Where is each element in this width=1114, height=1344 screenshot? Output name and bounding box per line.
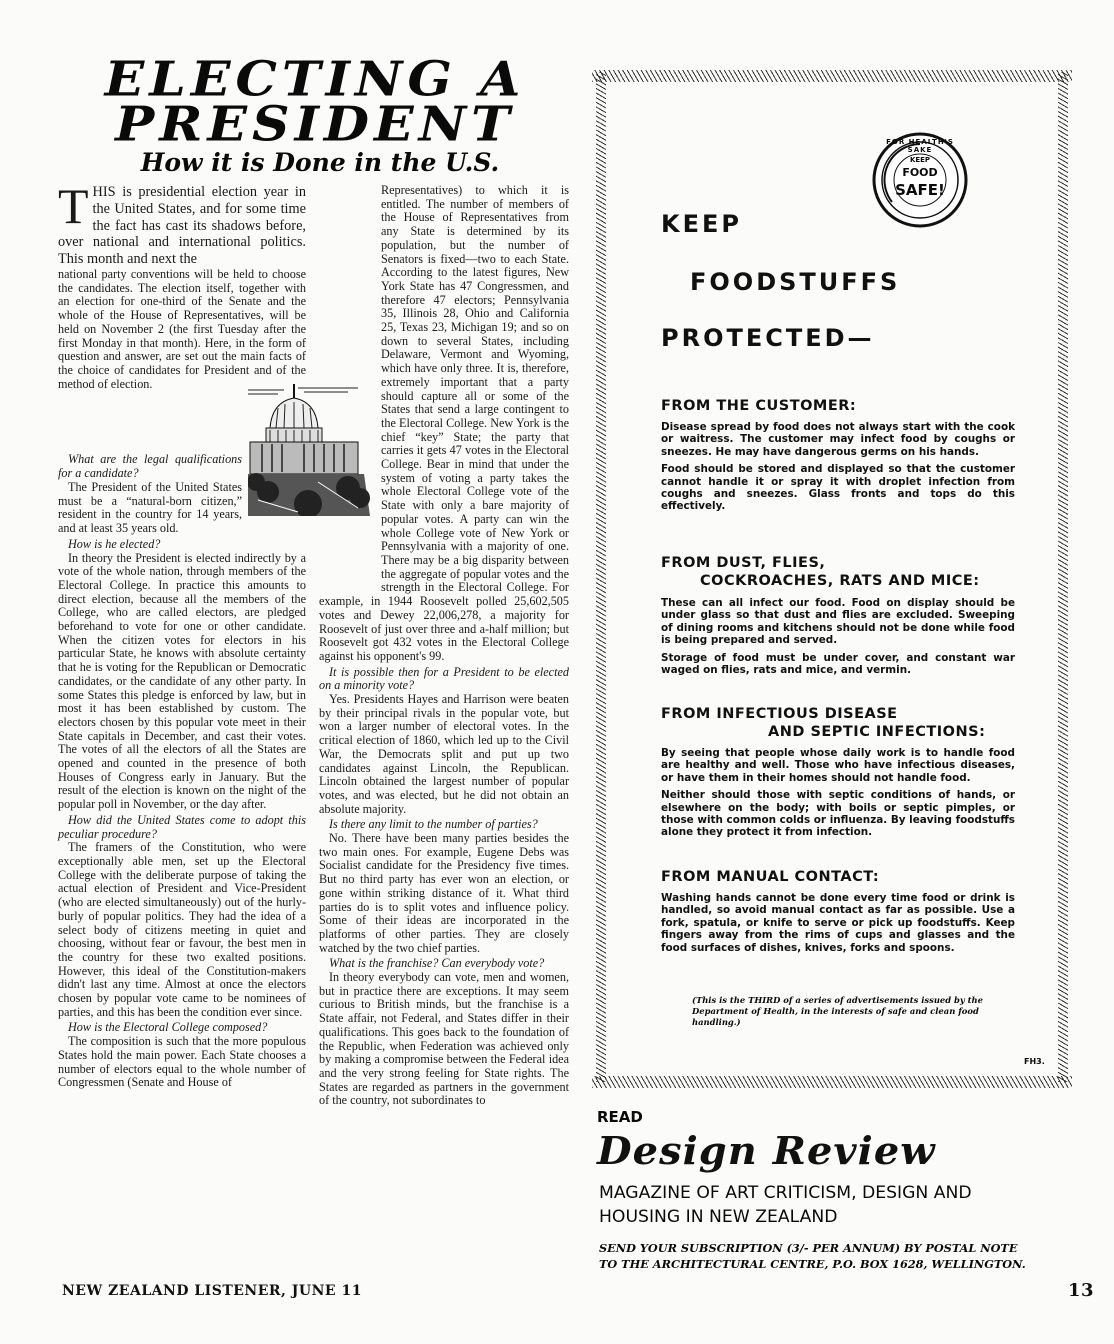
question-procedure: How did the United States come to adopt this peculiar procedure? xyxy=(58,812,306,841)
section-dust-para-1: These can all infect our food. Food on display should be under glass so that dust and flies are excluded. Sweeping of dining rooms and kitchens should not be done while food is being prepared and served. xyxy=(661,597,1015,647)
article-column-2 xyxy=(319,184,569,1108)
advert-headline-foodstuffs: FOODSTUFFS xyxy=(690,268,901,296)
badge-food: FOOD xyxy=(902,166,938,179)
question-parties: Is there any limit to the number of parties? xyxy=(329,817,538,832)
article-title-line1: ELECTING A xyxy=(104,51,526,108)
design-review-read: READ xyxy=(597,1108,643,1126)
article-column-1 xyxy=(58,178,306,391)
section-infectious-heading: FROM INFECTIOUS DISEASE xyxy=(661,706,898,722)
section-infectious-para-2: Neither should those with septic conditions of hands, or elsewhere on the body; with boils or septic pimples, or those with common colds or influenza. By leaving foodstuffs alone they protect it from infection. xyxy=(661,789,1015,839)
question-college: How is the Electoral College composed? xyxy=(68,1020,268,1035)
advert-border-bottom xyxy=(592,1076,1072,1088)
answer-parties: No. There have been many parties besides the two main ones. For example, Eugene Debs was Socialist candidate for the Presidency five times. But no third party has ever won an election, or gone within striking distance of it. What third parties do is to split votes and influence policy. Some of their ideas are incorporated in the platforms of other parties. They are closely watched by the two chief parties. xyxy=(319,831,569,955)
design-review-subscription-2: TO THE ARCHITECTURAL CENTRE, P.O. BOX 1628, WELLINGTON. xyxy=(599,1257,1026,1271)
section-customer-para-1: Disease spread by food does not always start with the cook or waitress. The customer may infect food by coughs or sneezes. He may have dangerous germs on his hands. xyxy=(661,421,1015,458)
section-infectious-para-1: By seeing that people whose daily work is to handle food are healthy and well. Those who have infectious diseases, or have them in their homes should not handle food. xyxy=(661,747,1015,784)
drop-cap: T xyxy=(58,178,89,234)
question-minority: It is possible then for a President to be elected on a minority vote? xyxy=(319,664,569,693)
badge-ring-text: FOR HEALTH'S SAKE xyxy=(886,138,954,154)
advert-series-note: (This is the THIRD of a series of advertisements issued by the Department of Health, in the interests of safe and clean food handling.) xyxy=(692,995,983,1027)
article-subtitle: How it is Done in the U.S. xyxy=(140,148,500,177)
answer-franchise: In theory everybody can vote, men and women, but in practice there are exceptions. It may seem curious to British minds, but the franchise is a State affair, not Federal, and States differ in their qualifications. This goes back to the foundation of the Republic, when Federation was achieved only by making a compromise between the Federal idea and the very strong feeling for State rights. The States are regarded as partners in the government of the country, not subordinates to xyxy=(319,970,569,1108)
advert-code: FH3. xyxy=(1024,1057,1045,1066)
answer-minority: Yes. Presidents Hayes and Harrison were beaten by their principal rivals in the popular vote, but won a larger number of electoral votes. In the critical election of 1860, which led up to the Civil War, the Democrats split and put up two candidates against Lincoln, the Republican. Lincoln obtained the largest number of popular votes, and was elected, but he did not obtain an absolute majority. xyxy=(319,692,569,816)
design-review-subscription-1: SEND YOUR SUBSCRIPTION (3/- PER ANNUM) BY POSTAL NOTE xyxy=(599,1241,1018,1255)
section-customer-heading: FROM THE CUSTOMER: xyxy=(661,398,857,414)
section-customer-para-2: Food should be stored and displayed so that the customer cannot handle it or spray it with droplet infection from coughs and sneezes. Glass fronts and tops do this effectively. xyxy=(661,463,1015,513)
article-column-1-cont xyxy=(58,383,242,480)
section-manual-heading: FROM MANUAL CONTACT: xyxy=(661,869,880,885)
section-dust-heading-2: COCKROACHES, RATS AND MICE: xyxy=(700,573,980,589)
question-franchise: What is the franchise? Can everybody vote? xyxy=(329,956,545,971)
section-manual-text xyxy=(661,892,1015,959)
answer-qualifications: The President of the United States must be a “natural-born citizen,” resident in the country for 14 years, and at least 35 years old. xyxy=(58,480,242,536)
article-title-line2: PRESIDENT xyxy=(115,96,515,153)
answer-college: The composition is such that the more populous States hold the main power. Each State chooses a number of electors equal to the whole number of Congressmen (Senate and House of xyxy=(58,1034,306,1090)
col2-paragraph: Representatives) to which it is entitled. The number of members of the House of Representatives from any State is determined by its population, but the number of Senators is fixed—two to each State. According to the latest figures, New York State has 47 Congressmen, and therefore 47 electors; Pennsylvania 35, Illinois 28, Ohio and California 25, Texas 23, Michigan 19; and so on down to several States, including Delaware, Vermont and Wyoming, which have only three. It is, therefore, extremely important that a party should capture all or some of the States that send a large contingent to the Electoral College. New York is the chief “key” State; the party that carries it gets 47 votes in the Electoral College. Bear in mind that under the system of voting a party takes the whole Electoral College vote of the State with only a bare majority of popular votes. A party can win the whole College vote of New York or Pennsylvania with a majority of one. There may be a big disparity between the aggregate of popular votes and the strength in the Electoral College. For example, in 1944 Roosevelt polled 25,602,505 votes and Dewey 22,006,278, a majority for Roosevelt of just over three and a-half million; but Roosevelt got 432 votes in the Electoral College against his opponent's 99. xyxy=(319,183,569,663)
article-column-1-answers xyxy=(58,481,306,1090)
advert-headline-keep: KEEP xyxy=(661,210,742,238)
section-dust-para-2: Storage of food must be under cover, and constant war waged on flies, rats and mice, and vermin. xyxy=(661,651,1015,677)
section-dust-text xyxy=(661,597,1015,681)
answer-elected: In theory the President is elected indirectly by a vote of the whole nation, through members of the Electoral College. In practice this amounts to direct election, because all the members of the College, who are called electors, are pledged beforehand to vote for one or other candidate. When the citizen votes for electors in his particular State, he knows with absolute certainty that he is voting for the Republican or Democratic candidates, or the candidate of any other party. In some States this pledge is enforced by law, but in most it has been established by custom. The electors chosen by this popular vote meet in their State capitals in December, and cast their votes. The votes of all the electors of all the States are opened and counted in the presence of both Houses of Congress early in January. But the result of the election is known on the night of the popular poll in November, or the day after. xyxy=(58,550,306,812)
answer-procedure: The framers of the Constitution, who were exceptionally able men, set up the Electoral College with the deliberate purpose of taking the actual election of President and Vice-President (who are elected simultaneously) out of the hurly-burly of popular politics. They had the idea of a select body of citizens meeting in quiet and choosing, without fear or favour, the best men in the country for these two exalted positions. However, this ideal of the Constitution-makers didn't last any time. Almost at once the electors chosen by popular vote came to be nominees of parties, and this has been the condition ever since. xyxy=(58,840,306,1019)
advert-border-top xyxy=(592,70,1072,82)
advert-headline-protected: PROTECTED— xyxy=(661,324,875,352)
design-review-desc-2: HOUSING IN NEW ZEALAND xyxy=(599,1207,838,1227)
footer-publication: NEW ZEALAND LISTENER, JUNE 11 xyxy=(62,1283,362,1299)
question-elected: How is he elected? xyxy=(68,536,161,551)
section-customer-text xyxy=(661,421,1015,518)
section-infectious-text xyxy=(661,747,1015,844)
intro-paragraph: national party conventions will be held to choose the candidates. The election itself, together with an election for one-third of the Senate and the whole of the House of Representatives, will be held on November 2 (the first Tuesday after the first Monday in that month). Here, in the form of question and answer, are set out the main facts of the choice of candidates for President and of the method of election. xyxy=(58,266,306,391)
section-dust-heading: FROM DUST, FLIES, xyxy=(661,555,826,571)
lead-paragraph: HIS is presidential election year in the United States, and for some time the fact has cast its shadows before, over national and international politics. This month and next the xyxy=(58,184,306,268)
section-infectious-heading-2: AND SEPTIC INFECTIONS: xyxy=(768,724,986,740)
advert-border-right xyxy=(1058,72,1068,1082)
footer-page-number: 13 xyxy=(1068,1280,1095,1301)
design-review-desc-1: MAGAZINE OF ART CRITICISM, DESIGN AND xyxy=(599,1183,972,1203)
question-qualifications: What are the legal qualifications for a candidate? xyxy=(58,452,242,480)
advert-border-left xyxy=(596,72,606,1082)
badge-keep: KEEP xyxy=(909,156,931,164)
design-review-title: Design Review xyxy=(597,1128,936,1173)
section-manual-para-1: Washing hands cannot be done every time food or drink is handled, so avoid manual contact as far as possible. Use a fork, spatula, or knife to serve or pick up foodstuffs. Keep fingers away from the rims of cups and glasses and the food surfaces of dishes, knives, forks and spoons. xyxy=(661,892,1015,954)
badge-safe: SAFE! xyxy=(895,181,945,199)
